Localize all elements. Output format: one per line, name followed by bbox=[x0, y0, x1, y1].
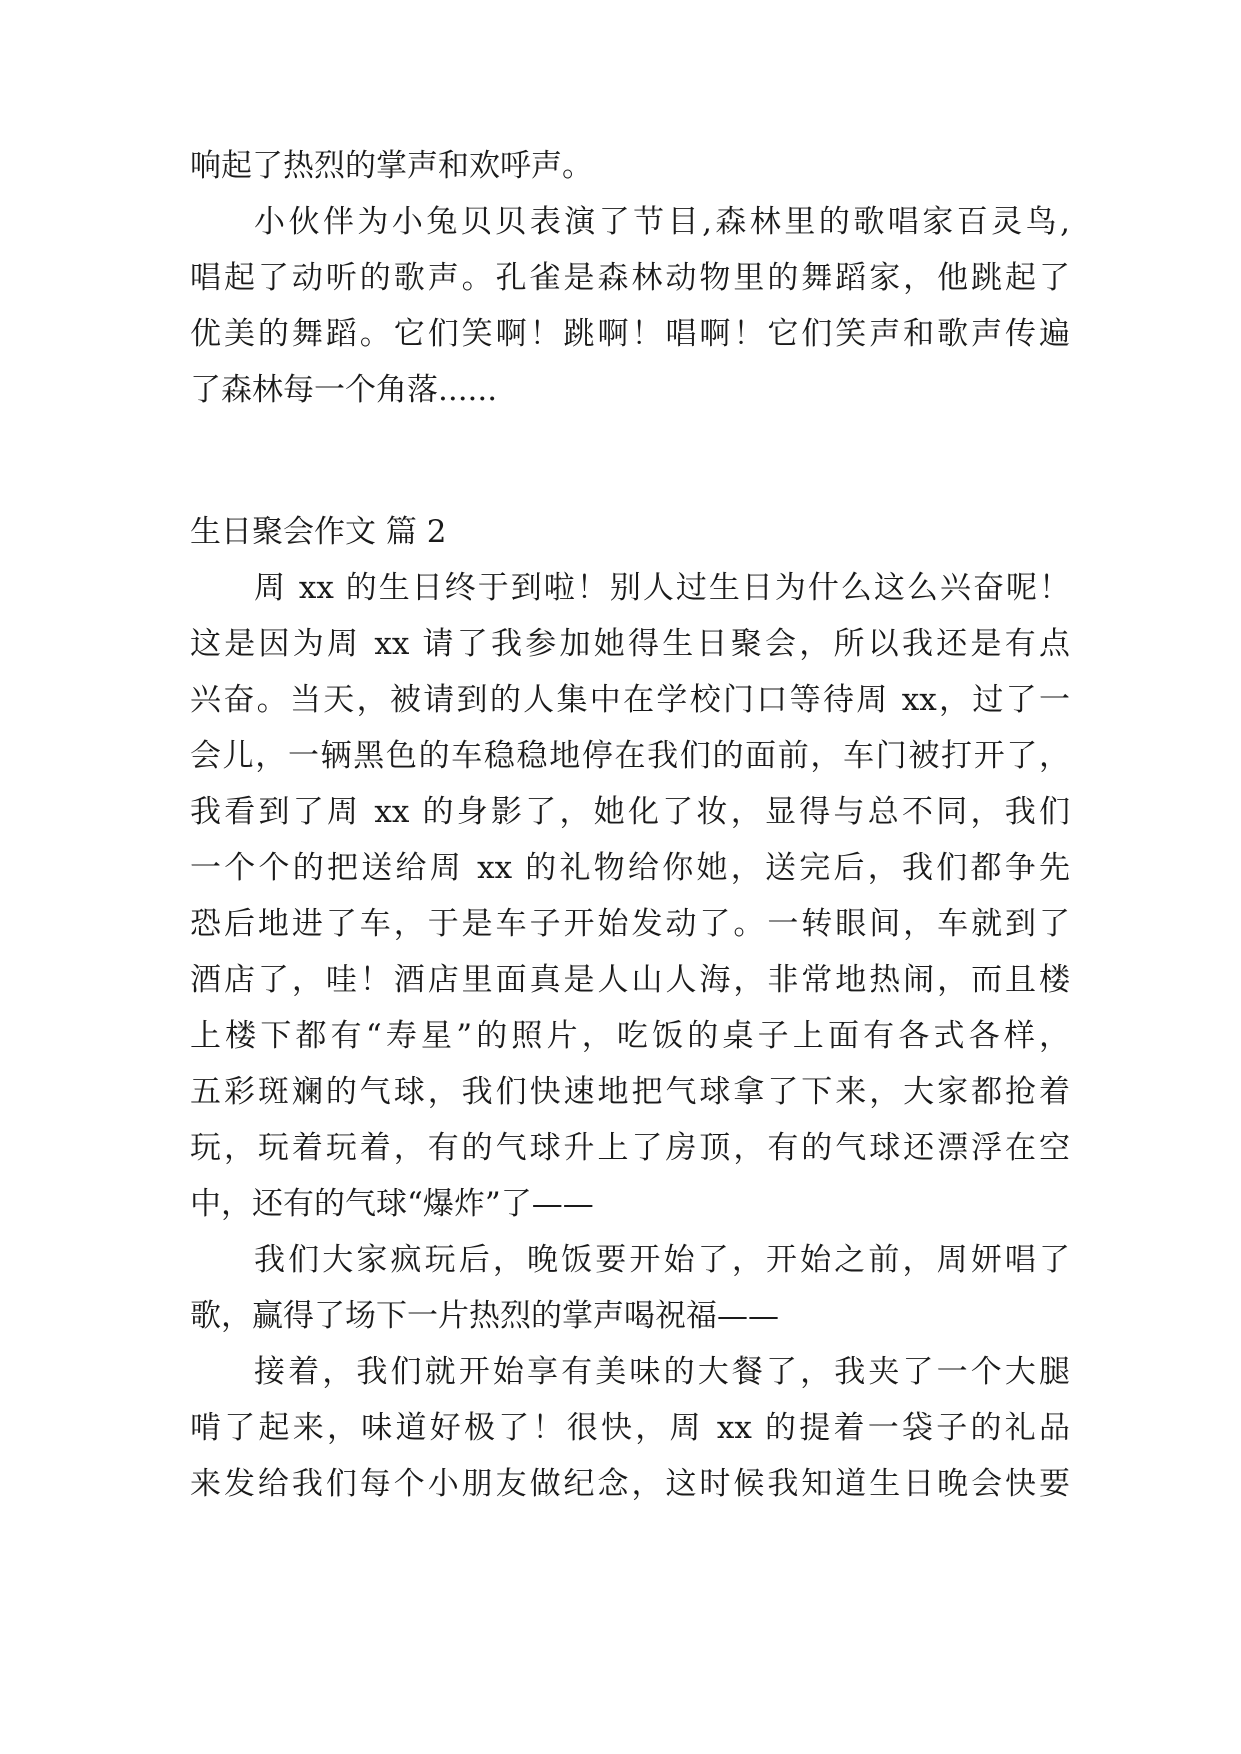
text-line: 兴奋。当天，被请到的人集中在学校门口等待周 xx，过了一 bbox=[190, 682, 1070, 718]
text-line: 这是因为周 xx 请了我参加她得生日聚会，所以我还是有点 bbox=[190, 626, 1070, 662]
text-line: 五彩斑斓的气球，我们快速地把气球拿了下来，大家都抢着 bbox=[190, 1074, 1070, 1110]
section-heading: 生日聚会作文 篇 2 bbox=[190, 514, 447, 550]
text-line: 会儿，一辆黑色的车稳稳地停在我们的面前，车门被打开了， bbox=[190, 738, 1070, 774]
text-line: 中，还有的气球“爆炸”了—— bbox=[190, 1186, 594, 1222]
text-line: 酒店了，哇！酒店里面真是人山人海，非常地热闹，而且楼 bbox=[190, 962, 1070, 998]
text-line: 来发给我们每个小朋友做纪念，这时候我知道生日晚会快要 bbox=[190, 1466, 1070, 1502]
text-line: 小伙伴为小兔贝贝表演了节目,森林里的歌唱家百灵鸟, bbox=[254, 204, 1070, 240]
text-line: 唱起了动听的歌声。孔雀是森林动物里的舞蹈家，他跳起了 bbox=[190, 260, 1070, 296]
text-line: 我看到了周 xx 的身影了，她化了妆，显得与总不同，我们 bbox=[190, 794, 1070, 830]
text-line: 响起了热烈的掌声和欢呼声。 bbox=[190, 148, 593, 184]
text-line: 了森林每一个角落...... bbox=[190, 372, 498, 408]
text-line: 玩，玩着玩着，有的气球升上了房顶，有的气球还漂浮在空 bbox=[190, 1130, 1070, 1166]
text-line: 恐后地进了车，于是车子开始发动了。一转眼间，车就到了 bbox=[190, 906, 1070, 942]
text-line: 歌，赢得了场下一片热烈的掌声喝祝福—— bbox=[190, 1298, 779, 1334]
text-line: 接着，我们就开始享有美味的大餐了，我夹了一个大腿 bbox=[254, 1354, 1070, 1390]
text-line: 优美的舞蹈。它们笑啊！跳啊！唱啊！它们笑声和歌声传遍 bbox=[190, 316, 1070, 352]
text-line: 一个个的把送给周 xx 的礼物给你她，送完后，我们都争先 bbox=[190, 850, 1070, 886]
text-line: 啃了起来，味道好极了！很快，周 xx 的提着一袋子的礼品 bbox=[190, 1410, 1070, 1446]
text-line: 周 xx 的生日终于到啦！别人过生日为什么这么兴奋呢！ bbox=[254, 570, 1070, 606]
text-line: 上楼下都有“寿星”的照片，吃饭的桌子上面有各式各样， bbox=[190, 1018, 1070, 1054]
text-line: 我们大家疯玩后，晚饭要开始了，开始之前，周妍唱了 bbox=[254, 1242, 1070, 1278]
